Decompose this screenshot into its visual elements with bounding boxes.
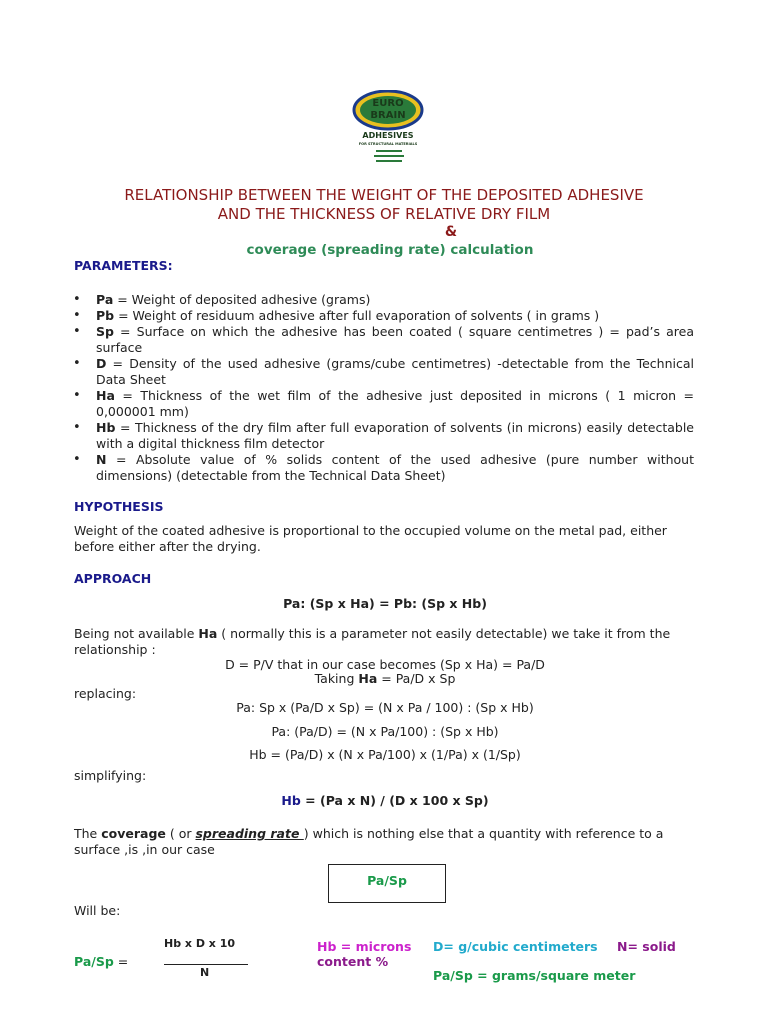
list-item: • Sp = Surface on which the adhesive has been coated ( square centimetres ) = pad’s area surface xyxy=(96,324,694,356)
equation-density: D = P/V that in our case becomes (Sp x Ha) = Pa/D xyxy=(225,657,545,672)
equation-taking-ha: Taking Ha = Pa/D x Sp xyxy=(314,671,456,686)
equation-replacing-2: Pa: (Pa/D) = (N x Pa/100) : (Sp x Hb) xyxy=(271,724,499,739)
final-lhs: Pa/Sp = xyxy=(74,954,129,969)
eurobrain-logo xyxy=(340,90,440,168)
list-item: • Pa = Weight of deposited adhesive (grams) xyxy=(96,292,694,308)
approach-heading: APPROACH xyxy=(74,571,152,586)
legend-units: Pa/Sp = grams/square meter xyxy=(433,968,636,983)
svg-text:BRAIN: BRAIN xyxy=(370,110,406,121)
legend-d: D= g/cubic centimeters xyxy=(433,939,598,954)
list-item: • D = Density of the used adhesive (grams/cube centimetres) -detectable from the Technical Data Sheet xyxy=(96,356,694,388)
legend-n-cont: content % xyxy=(317,954,389,969)
title-line-2: AND THE THICKNESS OF RELATIVE DRY FILM xyxy=(217,205,551,223)
equation-replacing-3: Hb = (Pa/D) x (N x Pa/100) x (1/Pa) x (1/Sp) xyxy=(249,747,521,762)
final-denominator: N xyxy=(200,966,210,979)
will-be-label: Will be: xyxy=(74,903,121,918)
hypothesis-heading: HYPOTHESIS xyxy=(74,499,164,514)
list-item: • N = Absolute value of % solids content of the used adhesive (pure number without dimensions) (detectable from the Technical Data Sheet) xyxy=(96,452,694,484)
list-item: • Hb = Thickness of the dry film after full evaporation of solvents (in microns) easily detectable with a digital thickness film detector xyxy=(96,420,694,452)
coverage-paragraph: The coverage ( or spreading rate ) which is nothing else that a quantity with reference to a surface ,is ,in our case xyxy=(74,826,664,857)
hypothesis-text: Weight of the coated adhesive is proportional to the occupied volume on the metal pad, either before either after the drying. xyxy=(74,523,667,554)
equation-replacing-1: Pa: Sp x (Pa/D x Sp) = (N x Pa / 100) : (Sp x Hb) xyxy=(236,700,534,715)
formula-result: Hb = (Pa x N) / (D x 100 x Sp) xyxy=(281,793,489,808)
list-item: • Ha = Thickness of the wet film of the adhesive just deposited in microns ( 1 micron = 0,000001 mm) xyxy=(96,388,694,420)
list-item: • Pb = Weight of residuum adhesive after full evaporation of solvents ( in grams ) xyxy=(96,308,694,324)
approach-paragraph: Being not available Ha ( normally this is a parameter not easily detectable) we take it from the relationship : xyxy=(74,626,671,657)
simplifying-label: simplifying: xyxy=(74,768,147,783)
title-line-1: RELATIONSHIP BETWEEN THE WEIGHT OF THE DEPOSITED ADHESIVE xyxy=(124,186,644,204)
formula-proportion: Pa: (Sp x Ha) = Pb: (Sp x Hb) xyxy=(283,596,487,611)
coverage-box-label: Pa/Sp xyxy=(367,873,407,888)
legend-hb: Hb = microns xyxy=(317,939,412,954)
subtitle: coverage (spreading rate) calculation xyxy=(246,242,534,258)
svg-text:FOR STRUCTURAL MATERIALS: FOR STRUCTURAL MATERIALS xyxy=(358,142,418,146)
legend-n: N= solid xyxy=(617,939,676,954)
replacing-label: replacing: xyxy=(74,686,137,701)
parameters-heading: PARAMETERS: xyxy=(74,258,173,273)
final-numerator: Hb x D x 10 xyxy=(164,937,236,950)
fraction-line xyxy=(164,964,248,965)
title-ampersand: & xyxy=(444,224,458,240)
svg-text:ADHESIVES: ADHESIVES xyxy=(362,131,414,140)
svg-text:EURO: EURO xyxy=(372,98,404,109)
